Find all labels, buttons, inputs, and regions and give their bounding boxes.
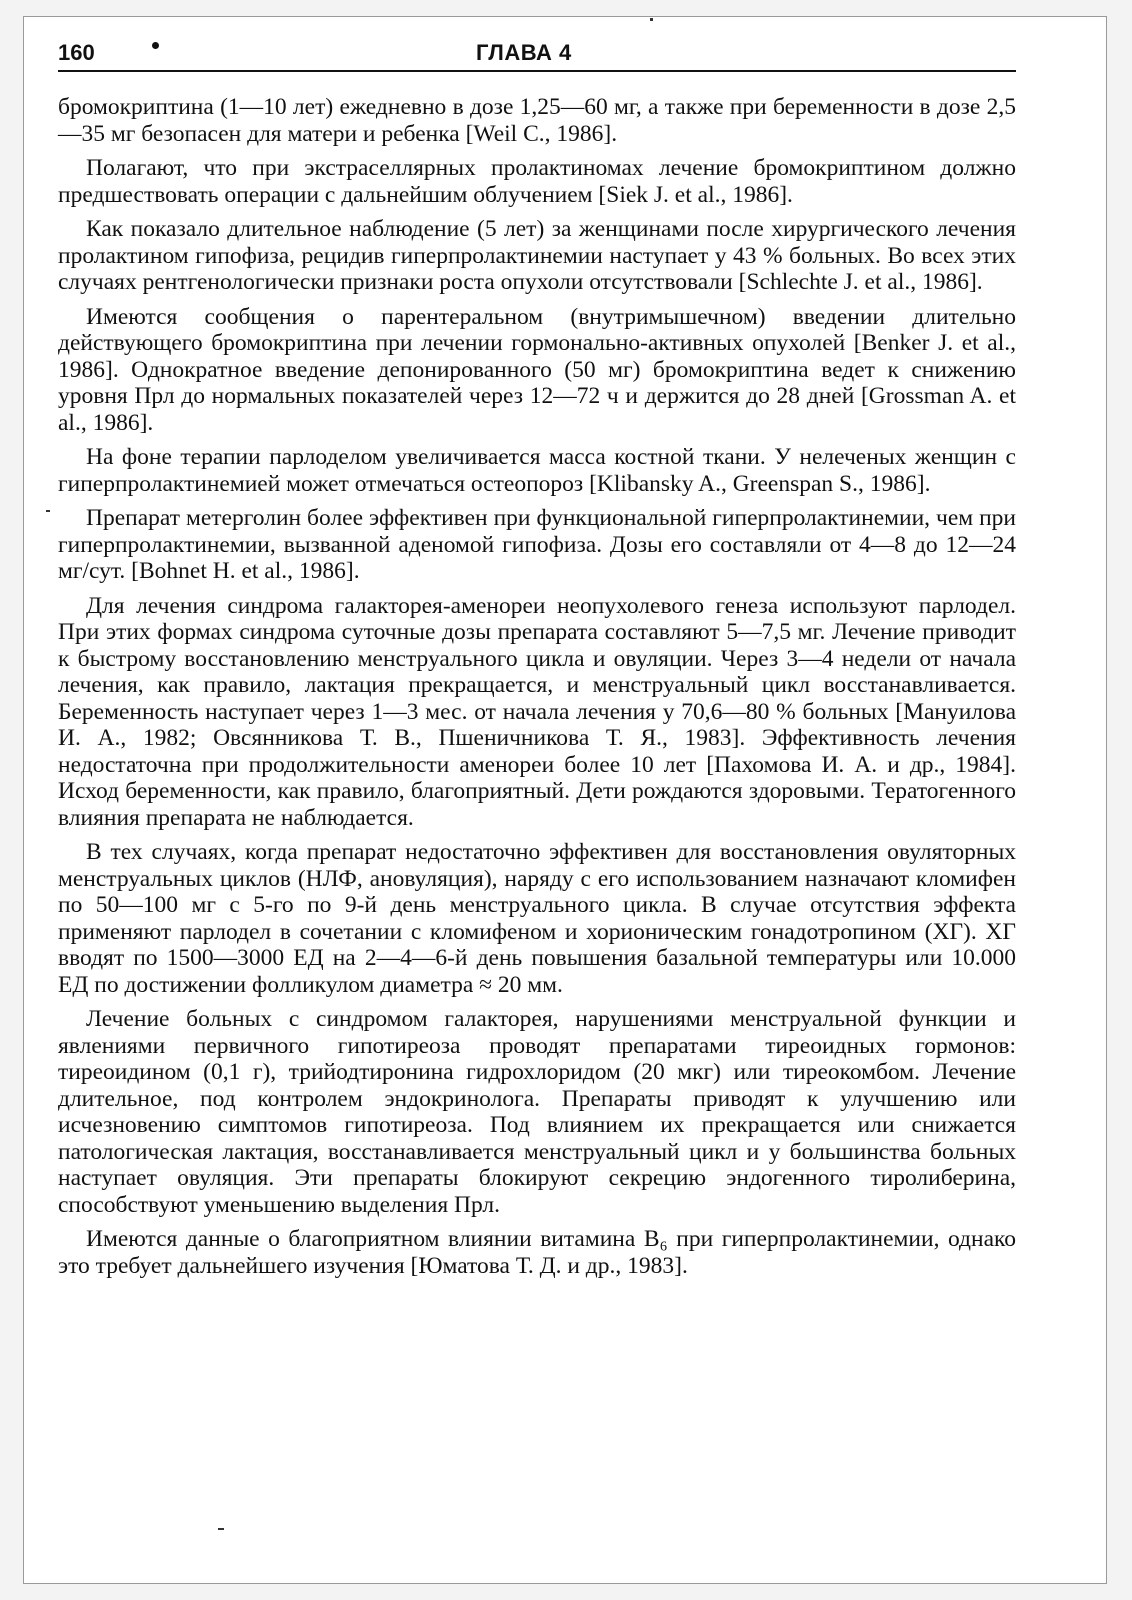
paragraph: Лечение больных с синдромом галакторея, нарушениями менструальной функции и явлениями первичного гипотиреоза проводят препаратами тиреоидных гормонов: тиреоидином (0,1 г), трийодтиронина гидрохлоридом (20 мкг) или тиреокомбом. Лечение длительное, под контролем эндокринолога. Препараты приводят к улучшению или исчезновению симптомов гипотиреоза. Под влиянием их прекращается или снижается патологическая лактация, восстанавливается менструальный цикл и у большинства больных наступает овуляция. Эти препараты блокируют секрецию эндогенного тиролиберина, способствуют уменьшению выделения Прл. bbox=[58, 1006, 1016, 1218]
scan-speck bbox=[46, 510, 50, 512]
paragraph: Как показало длительное наблюдение (5 лет) за женщинами после хирургического лечения пролактином гипофиза, рецидив гиперпролактинемии наступает у 43 % больных. Во всех этих случаях рентгенологически признаки роста опухоли отсутствовали [Schlechte J. et al., 1986]. bbox=[58, 216, 1016, 295]
chapter-title: ГЛАВА 4 bbox=[476, 40, 572, 65]
paragraph: На фоне терапии парлоделом увеличивается масса костной ткани. У нелеченых женщин с гиперпролактинемией может отмечаться остеопороз [Klibansky A., Greenspan S., 1986]. bbox=[58, 444, 1016, 497]
bullet-icon bbox=[152, 42, 159, 49]
paragraph: бромокриптина (1—10 лет) ежедневно в дозе 1,25—60 мг, а также при беременности в дозе 2,5—35 мг безопасен для матери и ребенка [Weil C., 1986]. bbox=[58, 94, 1016, 147]
paragraph: Для лечения синдрома галакторея-аменореи неопухолевого генеза используют парлодел. При этих формах синдрома суточные дозы препарата составляют 5—7,5 мг. Лечение приводит к быстрому восстановлению менструального цикла и овуляции. Через 3—4 недели от начала лечения, как правило, лактация прекращается, и менструальный цикл восстанавливается. Беременность наступает через 1—3 мес. от начала лечения у 70,6—80 % больных [Мануилова И. А., 1982; Овсянникова Т. В., Пшеничникова Т. Я., 1983]. Эффективность лечения недостаточна при продолжительности аменореи более 10 лет [Пахомова И. А. и др., 1984]. Исход беременности, как правило, благоприятный. Дети рождаются здоровыми. Тератогенного влияния препарата не наблюдается. bbox=[58, 592, 1016, 831]
paragraph: Имеются сообщения о парентеральном (внутримышечном) введении длительно действующего бромокриптина при лечении гормонально-активных опухолей [Benker J. et al., 1986]. Однократное введение депонированного (50 мг) бромокриптина ведет к снижению уровня Прл до нормальных показателей через 12—72 ч и держится до 28 дней [Grossman A. et al., 1986]. bbox=[58, 303, 1016, 436]
scan-speck bbox=[650, 18, 653, 21]
paragraph: Препарат метерголин более эффективен при функциональной гиперпролактинемии, чем при гиперпролактинемии, вызванной аденомой гипофиза. Дозы его составляли от 4—8 до 12—24 мг/сут. [Bohnet H. et al., 1986]. bbox=[58, 505, 1016, 584]
paragraph: В тех случаях, когда препарат недостаточно эффективен для восстановления овуляторных менструальных циклов (НЛФ, ановуляция), наряду с его использованием назначают кломифен по 50—100 мг с 5-го по 9-й день менструального цикла. В случае отсутствия эффекта применяют парлодел в сочетании с кломифеном и хорионическим гонадотропином (ХГ). ХГ вводят по 1500—3000 ЕД на 2—4—6-й день повышения базальной температуры или 10.000 ЕД по достижении фолликулом диаметра ≈ 20 мм. bbox=[58, 839, 1016, 998]
paragraph: Имеются данные о благоприятном влиянии витамина B₆ при гиперпролактинемии, однако это требует дальнейшего изучения [Юматова Т. Д. и др., 1983]. bbox=[58, 1226, 1016, 1279]
page-number: 160 bbox=[58, 40, 95, 65]
page-body bbox=[58, 94, 1016, 1287]
scan-speck bbox=[218, 1528, 224, 1530]
paragraph: Полагают, что при экстраселлярных пролактиномах лечение бромокриптином должно предшествовать операции с дальнейшим облучением [Siek J. et al., 1986]. bbox=[58, 155, 1016, 208]
page-header bbox=[58, 36, 1016, 72]
